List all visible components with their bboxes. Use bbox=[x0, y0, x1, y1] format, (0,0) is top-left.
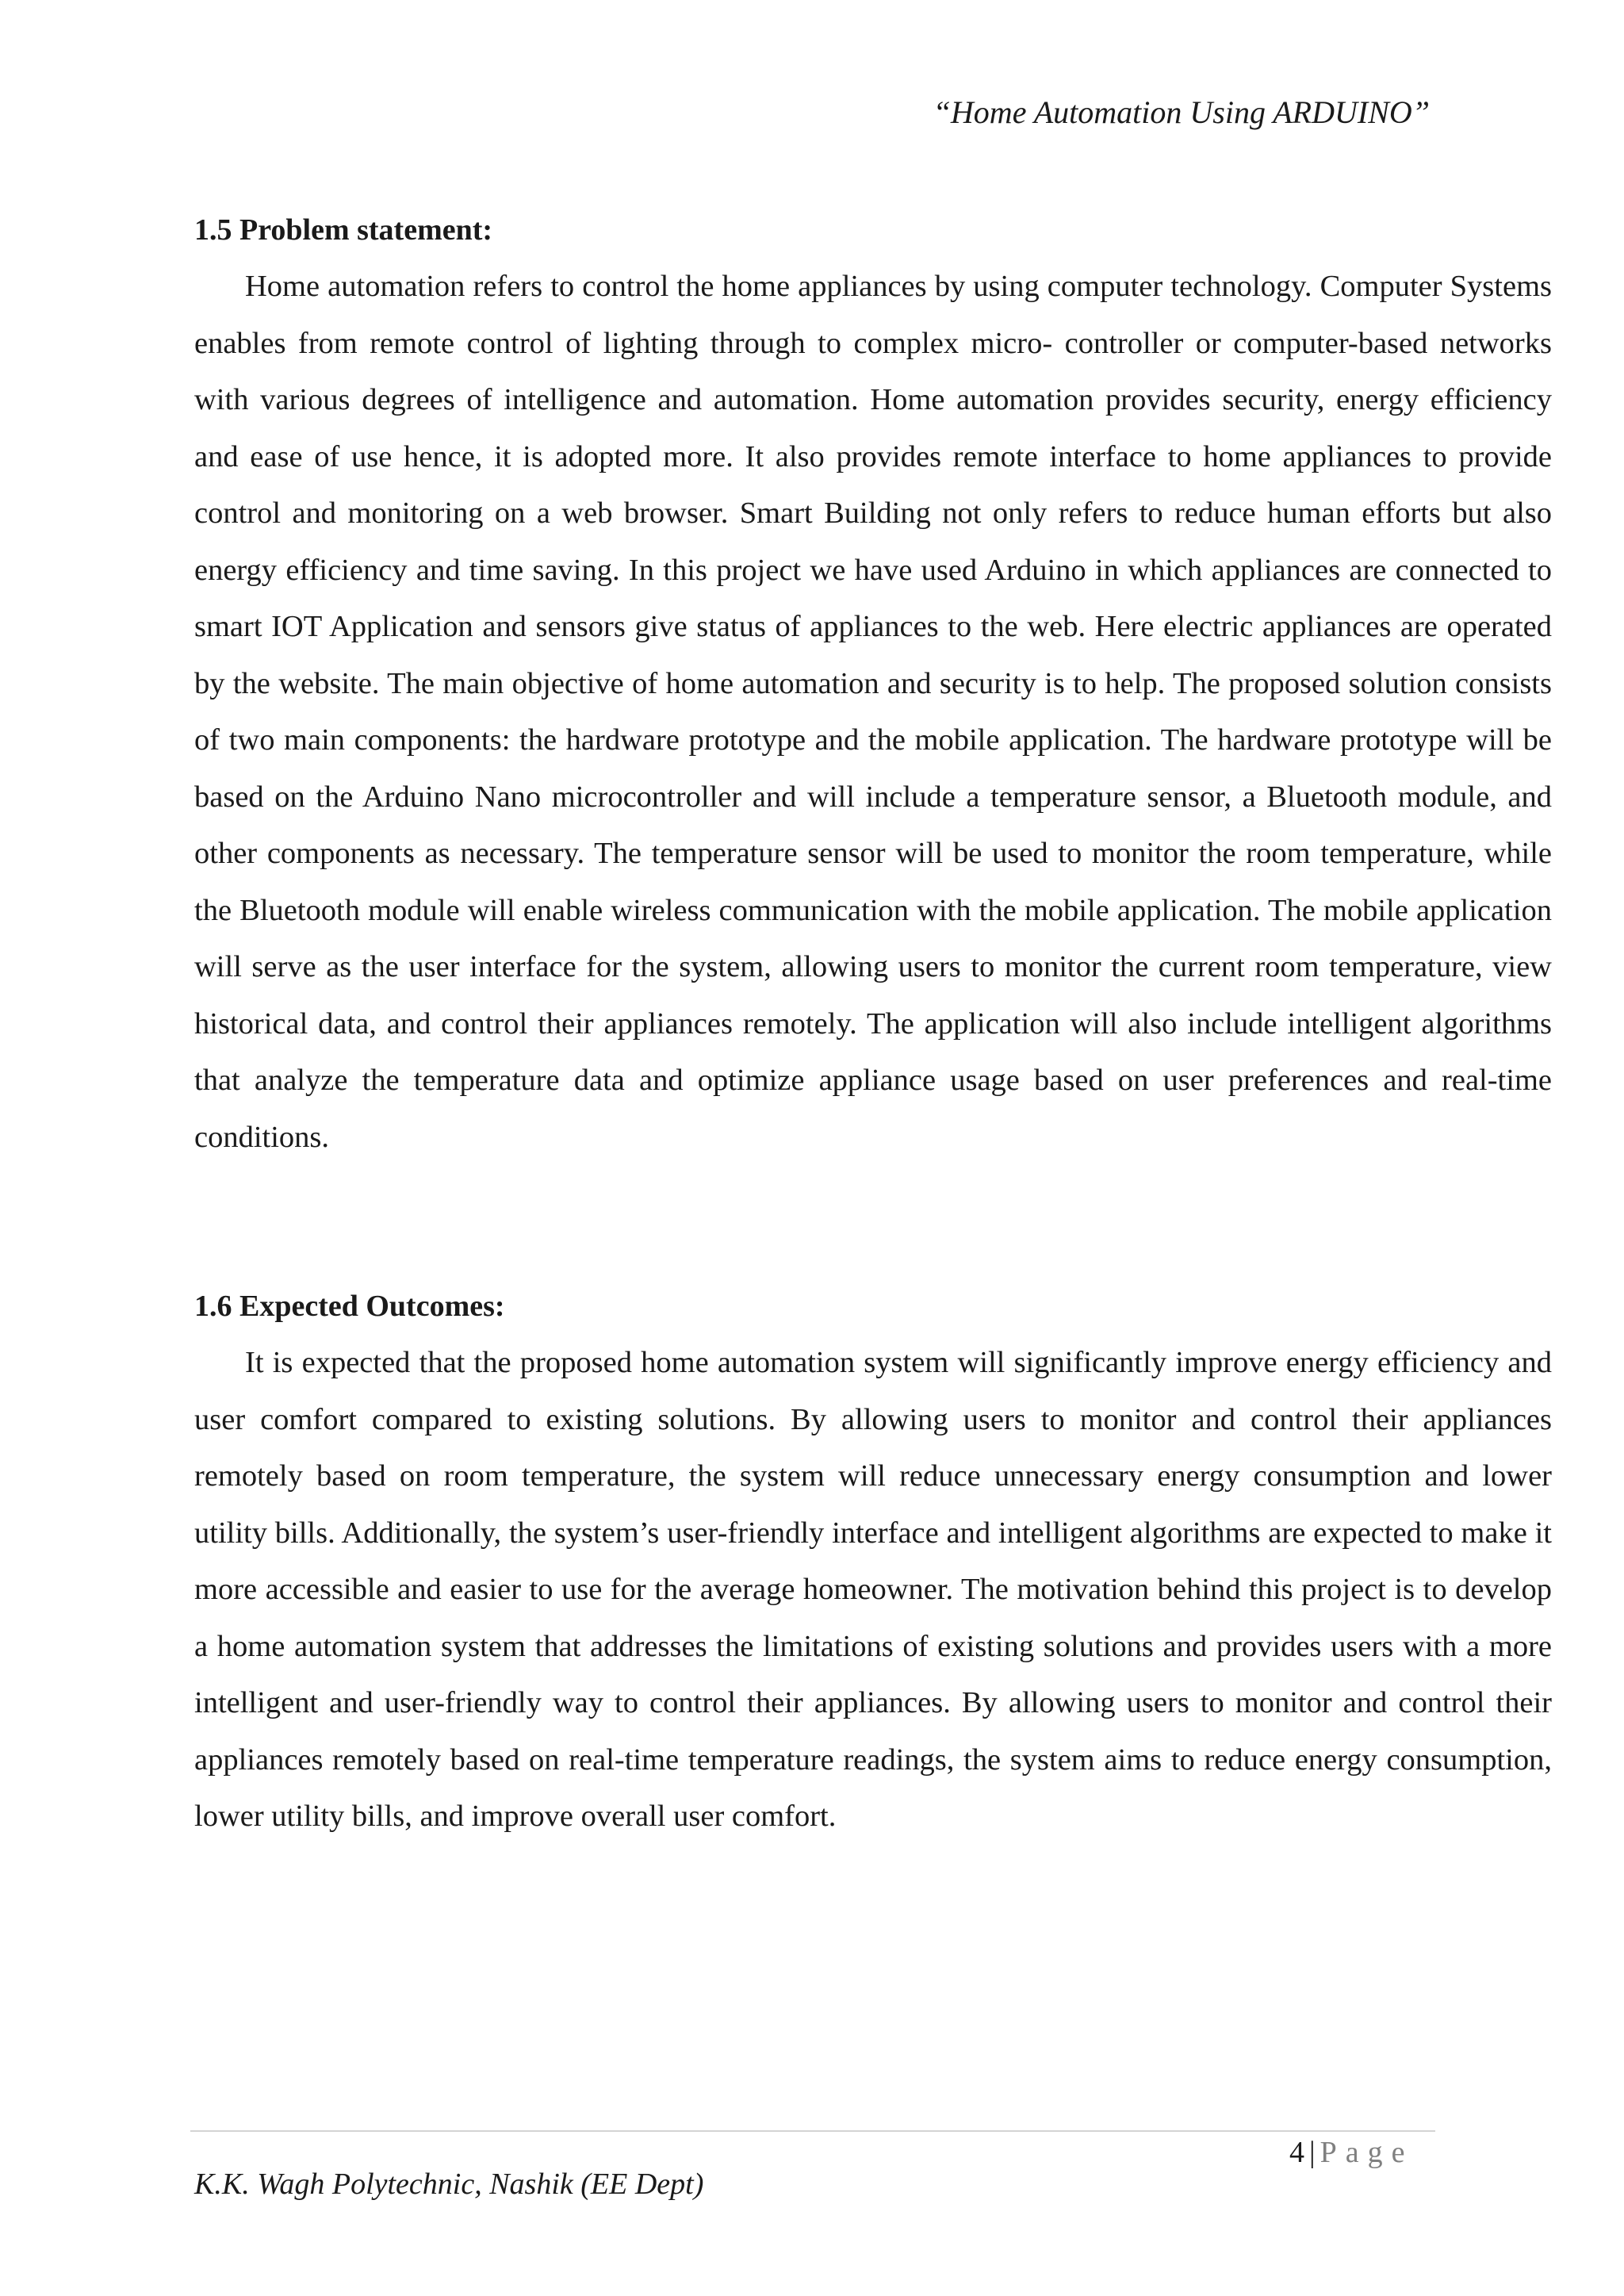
page-number: 4 bbox=[1289, 2136, 1304, 2169]
page-separator: | bbox=[1309, 2136, 1316, 2169]
running-header-title: “Home Automation Using ARDUINO” bbox=[933, 94, 1430, 130]
problem-statement-paragraph: Home automation refers to control the home appliances by using computer technology. Computer Systems enables from remote control of lighting through to complex micro- controller or computer-based networks with various degrees of intelligence and automation. Home automation provides security, energy efficiency and ease of use hence, it is adopted more. It also provides remote interface to home appliances to provide control and monitoring on a web browser. Smart Building not only refers to reduce human efforts but also energy efficiency and time saving. In this project we have used Arduino in which appliances are connected to smart IOT Application and sensors give status of appliances to the web. Here electric appliances are operated by the website. The main objective of home automation and security is to help. The proposed solution consists of two main components: the hardware prototype and the mobile application. The hardware prototype will be based on the Arduino Nano microcontroller and will include a temperature sensor, a Bluetooth module, and other components as necessary. The temperature sensor will be used to monitor the room temperature, while the Bluetooth module will enable wireless communication with the mobile application. The mobile application will serve as the user interface for the system, allowing users to monitor the current room temperature, view historical data, and control their appliances remotely. The application will also include intelligent algorithms that analyze the temperature data and optimize appliance usage based on user preferences and real-time conditions. bbox=[194, 270, 1552, 1154]
page-word: Page bbox=[1320, 2136, 1414, 2169]
section-heading-problem-statement: 1.5 Problem statement: bbox=[194, 213, 493, 247]
footer-institution: K.K. Wagh Polytechnic, Nashik (EE Dept) bbox=[194, 2168, 704, 2201]
expected-outcomes-paragraph: It is expected that the proposed home automation system will significantly improve energy efficiency and user comfort compared to existing solutions. By allowing users to monitor and control their appliances remotely based on room temperature, the system will reduce unnecessary energy consumption and lower utility bills. Additionally, the system’s user-friendly interface and intelligent algorithms are expected to make it more accessible and easier to use for the average homeowner. The motivation behind this project is to develop a home automation system that addresses the limitations of existing solutions and provides users with a more intelligent and user-friendly way to control their appliances. By allowing users to monitor and control their appliances remotely based on real-time temperature readings, the system aims to reduce energy consumption, lower utility bills, and improve overall user comfort. bbox=[194, 1346, 1552, 1833]
page-number-label bbox=[1289, 2135, 1413, 2170]
footer-divider bbox=[190, 2130, 1435, 2132]
section-heading-expected-outcomes: 1.6 Expected Outcomes: bbox=[194, 1290, 505, 1323]
